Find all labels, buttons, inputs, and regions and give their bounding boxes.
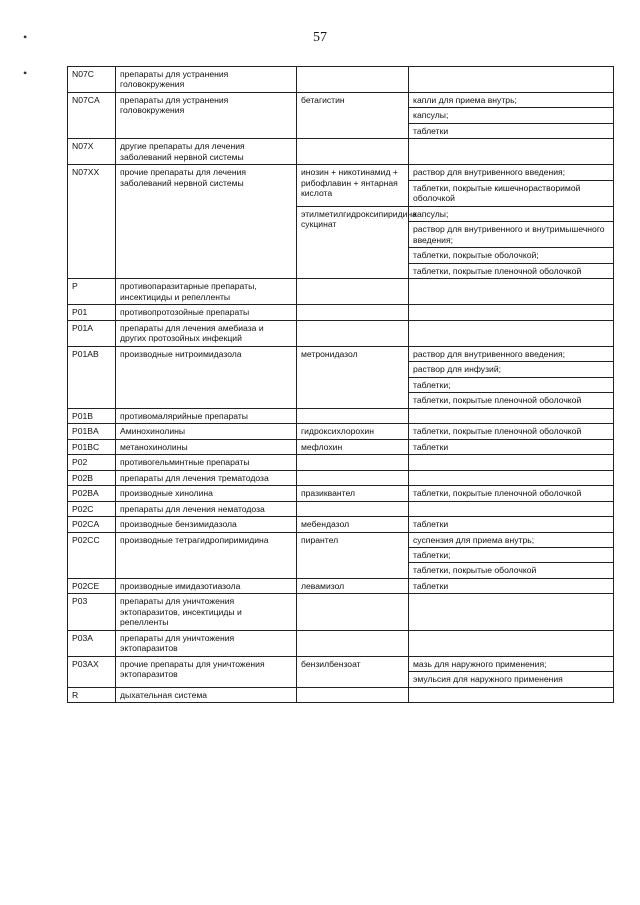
dosage-form: раствор для внутривенного введения; — [409, 165, 613, 180]
dosage-form: капсулы; — [409, 108, 613, 123]
dosage-form: таблетки — [413, 125, 449, 136]
medicines-table — [67, 66, 614, 703]
anatomic-group-cell: препараты для устранения головокружения — [116, 67, 297, 93]
anatomic-group-cell: прочие препараты для уничтожения эктопаразитов — [116, 656, 297, 687]
dosage-form: таблетки — [413, 519, 449, 530]
dosage-form: раствор для внутривенного введения; — [409, 347, 613, 362]
dosage-form: таблетки, покрытые оболочкой — [413, 565, 537, 576]
atc-code-cell: N07CA — [68, 92, 116, 138]
inn-cell: бензилбензоат — [297, 656, 409, 687]
inn-cell — [297, 408, 409, 423]
dosage-form-empty — [409, 502, 613, 516]
dosage-form: таблетки — [413, 580, 449, 591]
table-row — [68, 408, 614, 423]
dosage-form: таблетки; — [409, 378, 613, 393]
dosage-form-empty — [409, 455, 613, 469]
atc-code-cell — [68, 206, 116, 278]
table-row — [68, 687, 614, 702]
inn-cell — [297, 630, 409, 656]
inn-cell — [297, 501, 409, 516]
dosage-form: таблетки, покрытые кишечнорастворимой оболочкой — [413, 182, 581, 204]
dosage-form-empty — [409, 67, 613, 81]
atc-code-cell: N07C — [68, 67, 116, 93]
anatomic-group-cell: метанохинолины — [116, 439, 297, 454]
dosage-form: таблетки, покрытые пленочной оболочкой — [413, 488, 582, 499]
dosage-forms-cell — [409, 486, 614, 501]
dosage-forms-cell — [409, 320, 614, 346]
dosage-form: таблетки — [413, 441, 449, 452]
dosage-form-empty — [409, 471, 613, 485]
anatomic-group-cell: производные нитроимидазола — [116, 346, 297, 408]
dosage-forms-cell — [409, 455, 614, 470]
dosage-form-empty — [409, 279, 613, 293]
table-row — [68, 67, 614, 93]
anatomic-group-cell: производные тетрагидропиримидина — [116, 532, 297, 578]
dosage-form-empty — [409, 688, 613, 702]
atc-code-cell: P — [68, 279, 116, 305]
dosage-forms-cell — [409, 501, 614, 516]
table-row — [68, 92, 614, 138]
inn-cell — [297, 67, 409, 93]
anatomic-group-cell: производные бензимидазола — [116, 517, 297, 532]
table-row — [68, 424, 614, 439]
dosage-form: мазь для наружного применения; — [409, 657, 613, 672]
anatomic-group-cell: производные имидазотиазола — [116, 578, 297, 593]
dosage-form-empty — [409, 631, 613, 645]
inn-cell: левамизол — [297, 578, 409, 593]
atc-code-cell: N07X — [68, 139, 116, 165]
dosage-forms-cell — [409, 687, 614, 702]
anatomic-group-cell: противогельминтные препараты — [116, 455, 297, 470]
inn-cell — [297, 279, 409, 305]
dosage-form-empty — [409, 409, 613, 423]
inn-cell: пирантел — [297, 532, 409, 578]
inn-cell — [297, 594, 409, 630]
dosage-forms-cell — [409, 656, 614, 687]
table-row — [68, 578, 614, 593]
anatomic-group-cell: препараты для лечения нематодоза — [116, 501, 297, 516]
dosage-forms-cell — [409, 630, 614, 656]
anatomic-group-cell: Аминохинолины — [116, 424, 297, 439]
dosage-forms-cell — [409, 532, 614, 578]
dosage-forms-cell — [409, 139, 614, 165]
dosage-forms-cell — [409, 470, 614, 485]
dosage-form: таблетки, покрытые оболочкой; — [409, 248, 613, 263]
inn-cell: празиквантел — [297, 486, 409, 501]
table-row — [68, 346, 614, 408]
atc-code-cell: P01B — [68, 408, 116, 423]
atc-code-cell: N07XX — [68, 165, 116, 206]
inn-cell: этилметилгидроксипиридина сукцинат — [297, 206, 409, 278]
table-row — [68, 517, 614, 532]
table-row — [68, 486, 614, 501]
inn-cell: бетагистин — [297, 92, 409, 138]
dosage-form: капсулы; — [409, 207, 613, 222]
atc-code-cell: P01A — [68, 320, 116, 346]
table-row — [68, 206, 614, 278]
dosage-form: эмульсия для наружного применения — [413, 674, 563, 685]
dosage-forms-cell — [409, 408, 614, 423]
dosage-forms-cell — [409, 165, 614, 206]
table-row — [68, 594, 614, 630]
atc-code-cell: P03A — [68, 630, 116, 656]
inn-cell — [297, 455, 409, 470]
dosage-forms-cell — [409, 517, 614, 532]
dosage-forms-cell — [409, 92, 614, 138]
table-row — [68, 470, 614, 485]
atc-code-cell: P01BC — [68, 439, 116, 454]
dosage-form-empty — [409, 594, 613, 608]
atc-code-cell: P02C — [68, 501, 116, 516]
dosage-forms-cell — [409, 578, 614, 593]
table-row — [68, 165, 614, 206]
inn-cell: метронидазол — [297, 346, 409, 408]
scan-mark: • — [23, 66, 28, 80]
anatomic-group-cell: производные хинолина — [116, 486, 297, 501]
table-row — [68, 139, 614, 165]
inn-cell: инозин + никотинамид + рибофлавин + янтарная кислота — [297, 165, 409, 206]
atc-code-cell: P02 — [68, 455, 116, 470]
table-row — [68, 279, 614, 305]
anatomic-group-cell: препараты для устранения головокружения — [116, 92, 297, 138]
dosage-form: капли для приема внутрь; — [409, 93, 613, 108]
dosage-form: таблетки, покрытые пленочной оболочкой — [413, 426, 582, 437]
anatomic-group-cell: противопротозойные препараты — [116, 305, 297, 320]
anatomic-group-cell: дыхательная система — [116, 687, 297, 702]
table-row — [68, 532, 614, 578]
inn-cell — [297, 320, 409, 346]
table-row — [68, 501, 614, 516]
dosage-forms-cell — [409, 279, 614, 305]
table-row — [68, 656, 614, 687]
dosage-form: суспензия для приема внутрь; — [409, 533, 613, 548]
dosage-form-empty — [409, 321, 613, 335]
dosage-forms-cell — [409, 424, 614, 439]
anatomic-group-cell: противопаразитарные препараты, инсектициды и репелленты — [116, 279, 297, 305]
dosage-forms-cell — [409, 439, 614, 454]
atc-code-cell: P02B — [68, 470, 116, 485]
page-number: 57 — [313, 30, 327, 45]
dosage-forms-cell — [409, 206, 614, 278]
anatomic-group-cell: препараты для уничтожения эктопаразитов, инсектициды и репелленты — [116, 594, 297, 630]
anatomic-group-cell: другие препараты для лечения заболеваний нервной системы — [116, 139, 297, 165]
dosage-form: таблетки; — [409, 548, 613, 563]
anatomic-group-cell: препараты для лечения трематодоза — [116, 470, 297, 485]
atc-code-cell: P02CA — [68, 517, 116, 532]
dosage-form: таблетки, покрытые пленочной оболочкой — [413, 395, 582, 406]
anatomic-group-cell: противомалярийные препараты — [116, 408, 297, 423]
atc-code-cell: P03AX — [68, 656, 116, 687]
atc-code-cell: P01AB — [68, 346, 116, 408]
anatomic-group-cell — [116, 206, 297, 278]
dosage-forms-cell — [409, 305, 614, 320]
dosage-forms-cell — [409, 594, 614, 630]
scan-mark: • — [23, 30, 28, 44]
dosage-form: раствор для внутривенного и внутримышечного введения; — [409, 222, 613, 248]
table-row — [68, 305, 614, 320]
inn-cell: гидроксихлорохин — [297, 424, 409, 439]
atc-code-cell: P03 — [68, 594, 116, 630]
dosage-form-empty — [409, 139, 613, 153]
inn-cell — [297, 305, 409, 320]
dosage-form: раствор для инфузий; — [409, 362, 613, 377]
dosage-form: таблетки, покрытые пленочной оболочкой — [413, 265, 582, 276]
table-row — [68, 439, 614, 454]
anatomic-group-cell: препараты для лечения амебиаза и других протозойных инфекций — [116, 320, 297, 346]
dosage-forms-cell — [409, 346, 614, 408]
inn-cell — [297, 470, 409, 485]
inn-cell — [297, 139, 409, 165]
table-row — [68, 320, 614, 346]
atc-code-cell: P02CE — [68, 578, 116, 593]
atc-code-cell: P01BA — [68, 424, 116, 439]
atc-code-cell: P02BA — [68, 486, 116, 501]
table-row — [68, 455, 614, 470]
inn-cell: мефлохин — [297, 439, 409, 454]
anatomic-group-cell: препараты для уничтожения эктопаразитов — [116, 630, 297, 656]
atc-code-cell: R — [68, 687, 116, 702]
anatomic-group-cell: прочие препараты для лечения заболеваний нервной системы — [116, 165, 297, 206]
atc-code-cell: P01 — [68, 305, 116, 320]
inn-cell — [297, 687, 409, 702]
dosage-form-empty — [409, 305, 613, 319]
inn-cell: мебендазол — [297, 517, 409, 532]
atc-code-cell: P02CC — [68, 532, 116, 578]
dosage-forms-cell — [409, 67, 614, 93]
table-row — [68, 630, 614, 656]
